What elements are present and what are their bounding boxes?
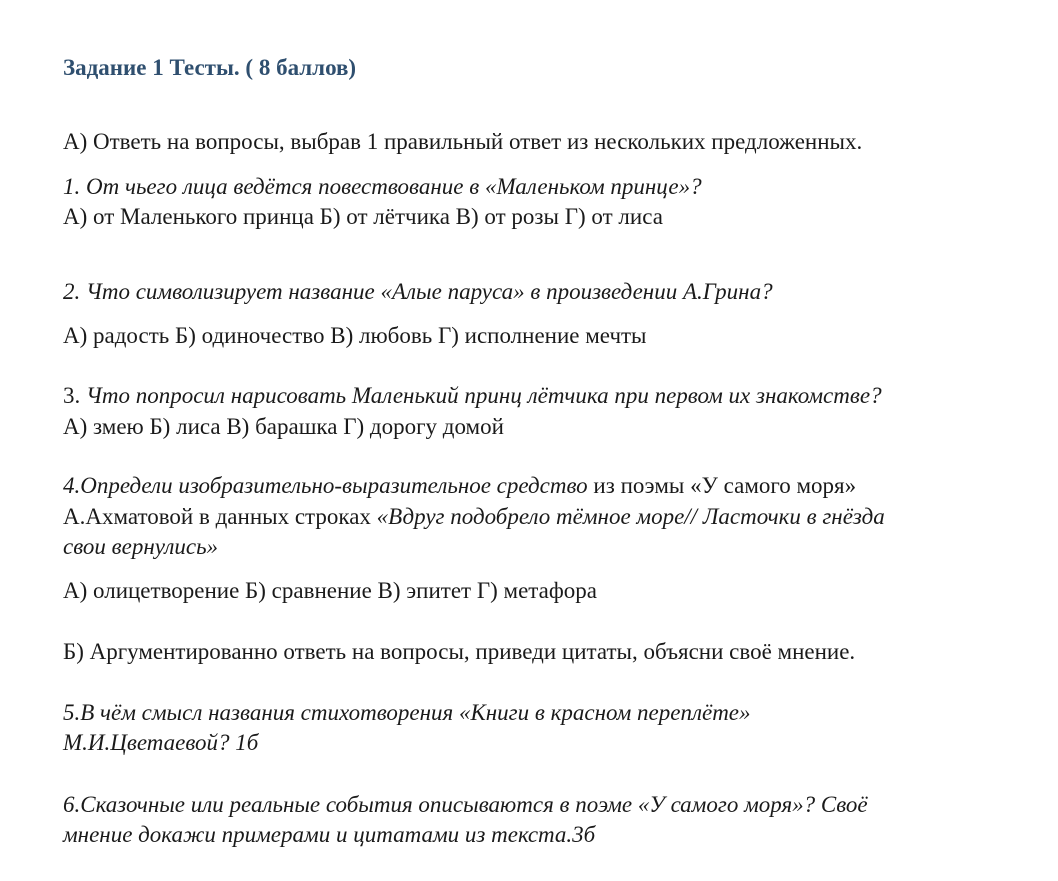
question-4-italic-1: 4.Определи изобразительно-выразительное средство [63,473,588,498]
question-1-options: А) от Маленького принца Б) от лётчика В) от розы Г) от лиса [63,204,663,229]
question-6-line-1: 6.Сказочные или реальные события описываются в поэме «У самого моря»? Своё [63,792,868,817]
task-heading: Задание 1 Тесты. ( 8 баллов) [63,55,357,80]
question-4-line-1 [63,471,856,501]
question-3-line [63,381,882,411]
question-2-text: 2. Что символизирует название «Алые паруса» в произведении А.Грина? [63,279,773,304]
question-4-italic-2: «Вдруг подобрело тёмное море// Ласточки в гнёзда [376,504,885,529]
question-1-text: 1. От чьего лица ведётся повествование в «Маленьком принце»? [63,174,702,199]
question-3-number: 3. [63,383,86,408]
part-b-instruction: Б) Аргументированно ответь на вопросы, приведи цитаты, объясни своё мнение. [63,639,856,664]
question-4-line-3: свои вернулись» [63,534,219,559]
question-5-line-2: М.И.Цветаевой? 1б [63,730,259,755]
question-5-line-1: 5.В чём смысл названия стихотворения «Книги в красном переплёте» [63,700,751,725]
question-4-line-2 [63,502,885,532]
question-3-text: Что попросил нарисовать Маленький принц лётчика при первом их знакомстве? [86,383,882,408]
question-4-normal-2: А.Ахматовой в данных строках [63,504,377,529]
question-6-line-2: мнение докажи примерами и цитатами из текста.3б [63,822,596,847]
question-4-options: А) олицетворение Б) сравнение В) эпитет Г) метафора [63,578,597,603]
question-2-options: А) радость Б) одиночество В) любовь Г) исполнение мечты [63,323,647,348]
part-a-instruction: А) Ответь на вопросы, выбрав 1 правильный ответ из нескольких предложенных. [63,129,863,154]
question-4-normal-1: из поэмы «У самого моря» [587,473,857,498]
question-3-options: А) змею Б) лиса В) барашка Г) дорогу домой [63,414,504,439]
